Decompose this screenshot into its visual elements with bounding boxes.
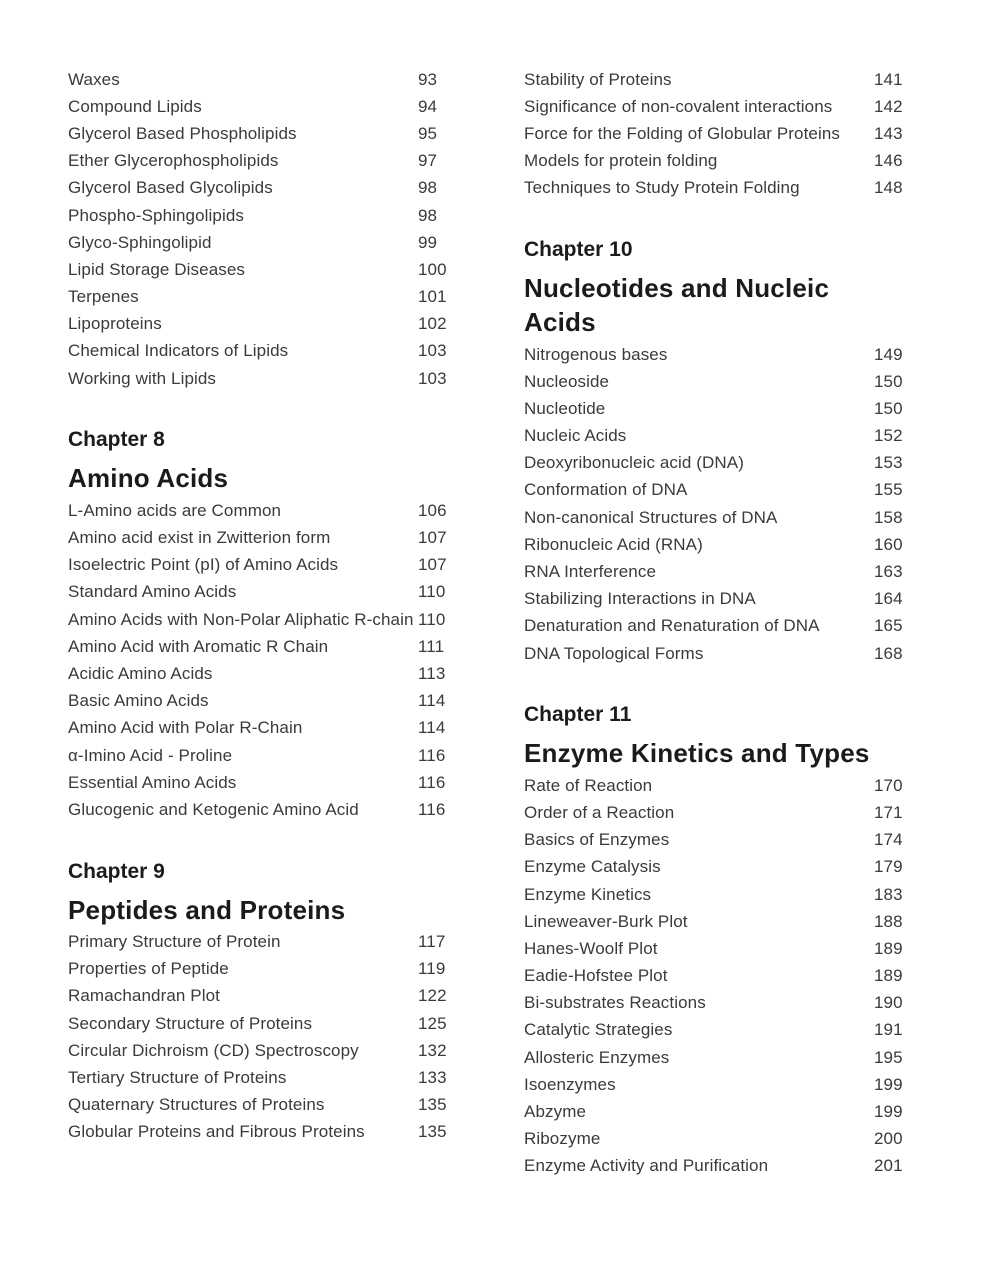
toc-entry-page-number: 201: [874, 1156, 903, 1176]
toc-entry-title: Amino Acids with Non-Polar Aliphatic R-chain: [68, 609, 414, 629]
toc-entry-page-number: 110: [418, 609, 446, 629]
toc-entry-page-number: 98: [418, 178, 438, 198]
toc-entry-title: Nitrogenous bases: [524, 344, 668, 364]
toc-entry-list: [524, 772, 904, 1180]
toc-entry-page-number: 165: [874, 616, 903, 636]
toc-entry-page-number: 189: [874, 938, 903, 958]
toc-entry: [524, 395, 904, 422]
toc-entry: [68, 1037, 446, 1064]
toc-entry-title: Isoelectric Point (pI) of Amino Acids: [68, 555, 339, 575]
toc-entry-page-number: 174: [874, 830, 903, 850]
toc-entry: [68, 1064, 446, 1091]
toc-entry-title: Quaternary Structures of Proteins: [68, 1095, 325, 1115]
toc-entry-title: α-Imino Acid - Proline: [68, 745, 233, 765]
toc-entry: [524, 586, 904, 613]
toc-entry-page-number: 183: [874, 884, 903, 904]
toc-entry-list: [68, 929, 446, 1147]
toc-entry: [68, 365, 446, 392]
toc-entry-title: Eadie-Hofstee Plot: [524, 966, 668, 986]
toc-entry: [68, 175, 446, 202]
toc-entry: [68, 120, 446, 147]
toc-entry-title: Glucogenic and Ketogenic Amino Acid: [68, 799, 359, 819]
toc-entry-title: Glycerol Based Glycolipids: [68, 178, 273, 198]
toc-entry-title: Hanes-Woolf Plot: [524, 938, 658, 958]
toc-entry: [524, 1017, 904, 1044]
toc-column-right: [524, 66, 904, 1180]
toc-entry-page-number: 132: [418, 1040, 447, 1060]
toc-entry: [524, 120, 904, 147]
toc-entry: [524, 148, 904, 175]
toc-entry: [524, 935, 904, 962]
toc-entry: [524, 613, 904, 640]
toc-entry: [524, 827, 904, 854]
toc-entry-page-number: 133: [418, 1068, 447, 1088]
toc-entry-title: Tertiary Structure of Proteins: [68, 1068, 287, 1088]
toc-entry-page-number: 168: [874, 643, 903, 663]
toc-entry-page-number: 102: [418, 314, 447, 334]
toc-entry: [524, 368, 904, 395]
toc-entry: [68, 202, 446, 229]
chapter-label: Chapter 11: [524, 703, 632, 727]
toc-entry-list: [524, 341, 904, 667]
toc-entry: [68, 1010, 446, 1037]
toc-entry: [68, 715, 446, 742]
toc-entry-title: Basic Amino Acids: [68, 691, 209, 711]
toc-entry-page-number: 171: [874, 802, 903, 822]
toc-entry: [524, 175, 904, 202]
toc-entry: [68, 796, 446, 823]
toc-entry: [524, 1044, 904, 1071]
toc-entry-page-number: 141: [874, 69, 903, 89]
toc-entry-title: Conformation of DNA: [524, 480, 688, 500]
toc-entry: [68, 983, 446, 1010]
toc-entry-title: Lipoproteins: [68, 314, 162, 334]
toc-entry-title: Chemical Indicators of Lipids: [68, 341, 289, 361]
toc-entry-title: Significance of non-covalent interactions: [524, 96, 833, 116]
toc-entry-page-number: 153: [874, 453, 903, 473]
toc-entry-title: Nucleic Acids: [524, 426, 627, 446]
toc-entry-page-number: 111: [418, 636, 445, 656]
toc-entry-page-number: 155: [874, 480, 903, 500]
toc-entry: [68, 660, 446, 687]
toc-entry-page-number: 149: [874, 344, 903, 364]
toc-entry: [524, 341, 904, 368]
toc-entry: [68, 229, 446, 256]
toc-entry: [524, 1098, 904, 1125]
toc-entry-page-number: 160: [874, 534, 903, 554]
chapter-title: Enzyme Kinetics and Types: [524, 738, 870, 769]
toc-entry-page-number: 97: [418, 151, 438, 171]
toc-entry-page-number: 146: [874, 151, 903, 171]
toc-entry-title: Force for the Folding of Globular Proteins: [524, 123, 841, 143]
toc-entry: [524, 881, 904, 908]
toc-entry-title: Amino Acid with Aromatic R Chain: [68, 636, 329, 656]
toc-entry-page-number: 103: [418, 341, 447, 361]
toc-entry-page-number: 110: [418, 582, 446, 602]
toc-entry: [524, 1126, 904, 1153]
toc-entry-title: Isoenzymes: [524, 1074, 616, 1094]
toc-entry-list: [524, 66, 904, 202]
toc-entry: [68, 524, 446, 551]
toc-entry-page-number: 158: [874, 507, 903, 527]
toc-entry-list: [68, 497, 446, 823]
toc-entry-page-number: 106: [418, 500, 447, 520]
toc-entry-title: Amino acid exist in Zwitterion form: [68, 528, 331, 548]
toc-entry: [68, 256, 446, 283]
toc-entry: [524, 963, 904, 990]
toc-entry-title: Catalytic Strategies: [524, 1020, 673, 1040]
toc-entry-title: Enzyme Activity and Purification: [524, 1156, 769, 1176]
toc-column-left: [68, 66, 446, 1146]
toc-entry-page-number: 164: [874, 589, 903, 609]
toc-entry-page-number: 116: [418, 745, 446, 765]
toc-entry-page-number: 94: [418, 96, 438, 116]
toc-entry-title: Working with Lipids: [68, 368, 217, 388]
toc-entry-page-number: 114: [418, 691, 446, 711]
toc-entry-title: Lipid Storage Diseases: [68, 259, 246, 279]
toc-entry-title: Essential Amino Acids: [68, 772, 237, 792]
toc-entry-page-number: 125: [418, 1013, 447, 1033]
toc-entry: [524, 450, 904, 477]
toc-entry-title: RNA Interference: [524, 562, 656, 582]
toc-entry-title: Ether Glycerophospholipids: [68, 151, 279, 171]
toc-entry-page-number: 98: [418, 205, 438, 225]
toc-entry-title: Ribonucleic Acid (RNA): [524, 534, 703, 554]
toc-entry-page-number: 170: [874, 775, 903, 795]
toc-entry: [524, 990, 904, 1017]
chapter-title: Nucleotides and Nucleic Acids: [524, 272, 830, 337]
toc-entry: [524, 1071, 904, 1098]
toc-entry: [524, 423, 904, 450]
toc-entry-title: Phospho-Sphingolipids: [68, 205, 245, 225]
toc-entry-title: Denaturation and Renaturation of DNA: [524, 616, 820, 636]
toc-entry: [68, 579, 446, 606]
toc-entry-page-number: 163: [874, 562, 903, 582]
toc-entry-page-number: 93: [418, 69, 438, 89]
toc-entry: [68, 497, 446, 524]
toc-entry: [524, 93, 904, 120]
chapter-label: Chapter 10: [524, 237, 633, 261]
toc-entry: [524, 504, 904, 531]
toc-entry-page-number: 113: [418, 663, 446, 683]
toc-entry: [68, 1119, 446, 1146]
toc-entry-page-number: 189: [874, 966, 903, 986]
toc-entry: [68, 956, 446, 983]
toc-entry-title: Lineweaver-Burk Plot: [524, 911, 688, 931]
toc-entry: [524, 854, 904, 881]
toc-entry: [68, 66, 446, 93]
toc-entry-title: Standard Amino Acids: [68, 582, 237, 602]
toc-entry-title: Primary Structure of Protein: [68, 932, 281, 952]
toc-entry: [68, 311, 446, 338]
toc-entry: [68, 338, 446, 365]
toc-entry-title: Compound Lipids: [68, 96, 202, 116]
toc-entry: [524, 772, 904, 799]
toc-entry-title: Basics of Enzymes: [524, 830, 670, 850]
toc-entry-title: Glycerol Based Phospholipids: [68, 123, 297, 143]
toc-entry-page-number: 191: [874, 1020, 903, 1040]
toc-entry-title: Nucleotide: [524, 398, 606, 418]
toc-entry: [68, 148, 446, 175]
toc-entry-page-number: 150: [874, 398, 903, 418]
chapter-label: Chapter 8: [68, 428, 165, 452]
toc-entry: [524, 1153, 904, 1180]
toc-entry-page-number: 195: [874, 1047, 903, 1067]
toc-entry-page-number: 95: [418, 123, 438, 143]
toc-entry-page-number: 148: [874, 178, 903, 198]
toc-entry-title: L-Amino acids are Common: [68, 500, 282, 520]
toc-entry-page-number: 143: [874, 123, 903, 143]
toc-entry-page-number: 152: [874, 426, 903, 446]
toc-entry-page-number: 103: [418, 368, 447, 388]
toc-entry-title: Waxes: [68, 69, 120, 89]
toc-entry-title: Amino Acid with Polar R-Chain: [68, 718, 303, 738]
toc-entry: [68, 93, 446, 120]
toc-entry-page-number: 190: [874, 993, 903, 1013]
toc-entry-page-number: 150: [874, 371, 903, 391]
toc-entry-title: Terpenes: [68, 287, 139, 307]
toc-entry-title: Circular Dichroism (CD) Spectroscopy: [68, 1040, 359, 1060]
toc-entry-title: Stability of Proteins: [524, 69, 672, 89]
toc-entry: [524, 558, 904, 585]
chapter-title: Peptides and Proteins: [68, 894, 346, 925]
toc-entry-page-number: 119: [418, 959, 446, 979]
toc-entry-title: Nucleoside: [524, 371, 610, 391]
toc-entry: [68, 552, 446, 579]
toc-entry: [524, 908, 904, 935]
toc-entry-title: Ribozyme: [524, 1129, 601, 1149]
toc-entry-title: Secondary Structure of Proteins: [68, 1013, 313, 1033]
toc-entry-list: [68, 66, 446, 392]
toc-entry-page-number: 101: [418, 287, 447, 307]
toc-entry-title: Glyco-Sphingolipid: [68, 232, 212, 252]
toc-entry-page-number: 116: [418, 772, 446, 792]
toc-entry-page-number: 100: [418, 259, 447, 279]
toc-entry-title: Allosteric Enzymes: [524, 1047, 670, 1067]
toc-entry-page-number: 116: [418, 799, 446, 819]
toc-entry: [68, 688, 446, 715]
toc-entry-page-number: 135: [418, 1095, 447, 1115]
toc-entry: [68, 1092, 446, 1119]
toc-entry-title: Abzyme: [524, 1102, 587, 1122]
toc-entry-title: Non-canonical Structures of DNA: [524, 507, 778, 527]
toc-entry: [68, 929, 446, 956]
toc-entry-page-number: 135: [418, 1122, 447, 1142]
toc-entry-title: Stabilizing Interactions in DNA: [524, 589, 756, 609]
toc-entry-page-number: 188: [874, 911, 903, 931]
toc-entry-title: Ramachandran Plot: [68, 986, 220, 1006]
toc-entry: [524, 640, 904, 667]
toc-entry: [524, 477, 904, 504]
toc-entry-title: Properties of Peptide: [68, 959, 229, 979]
toc-entry: [524, 66, 904, 93]
toc-entry-title: DNA Topological Forms: [524, 643, 704, 663]
toc-entry: [524, 531, 904, 558]
toc-entry-title: Bi-substrates Reactions: [524, 993, 706, 1013]
toc-entry-page-number: 107: [418, 555, 447, 575]
toc-entry-page-number: 200: [874, 1129, 903, 1149]
toc-entry-title: Enzyme Kinetics: [524, 884, 652, 904]
toc-entry-page-number: 122: [418, 986, 447, 1006]
toc-entry-title: Order of a Reaction: [524, 802, 675, 822]
toc-entry: [68, 633, 446, 660]
toc-entry-title: Rate of Reaction: [524, 775, 653, 795]
toc-entry-page-number: 179: [874, 857, 903, 877]
toc-entry-page-number: 99: [418, 232, 438, 252]
toc-entry: [524, 799, 904, 826]
chapter-label: Chapter 9: [68, 859, 165, 883]
toc-entry-page-number: 199: [874, 1074, 903, 1094]
toc-entry: [68, 769, 446, 796]
toc-entry-title: Deoxyribonucleic acid (DNA): [524, 453, 744, 473]
toc-entry-title: Techniques to Study Protein Folding: [524, 178, 800, 198]
toc-entry-title: Globular Proteins and Fibrous Proteins: [68, 1122, 365, 1142]
toc-entry-page-number: 117: [418, 932, 446, 952]
toc-entry-page-number: 107: [418, 528, 447, 548]
toc-entry-page-number: 142: [874, 96, 903, 116]
toc-entry-title: Enzyme Catalysis: [524, 857, 661, 877]
toc-entry: [68, 742, 446, 769]
toc-entry-page-number: 114: [418, 718, 446, 738]
chapter-title: Amino Acids: [68, 463, 229, 494]
toc-entry: [68, 284, 446, 311]
toc-entry-title: Models for protein folding: [524, 151, 718, 171]
toc-entry-title: Acidic Amino Acids: [68, 663, 213, 683]
toc-entry-page-number: 199: [874, 1102, 903, 1122]
toc-entry: [68, 606, 446, 633]
